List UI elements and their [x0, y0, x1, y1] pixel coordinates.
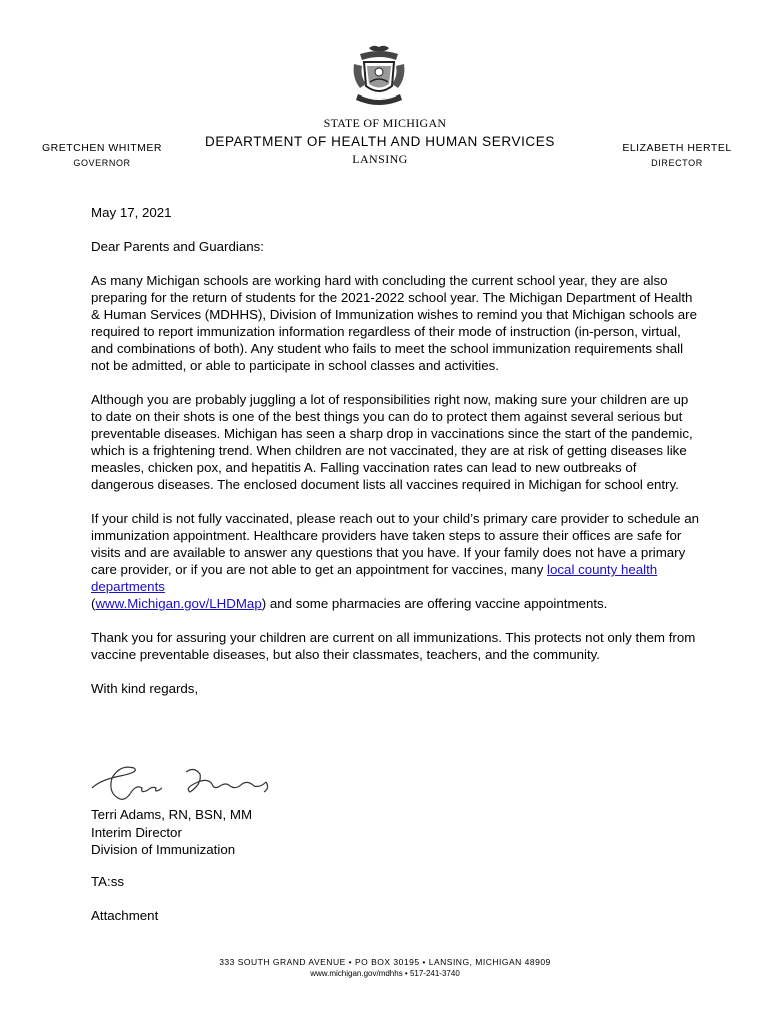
director-name: ELIZABETH HERTEL [622, 142, 732, 154]
handwritten-signature [90, 758, 290, 808]
paragraph-3: If your child is not fully vaccinated, please reach out to your child’s primary care provider to schedule an immunization appointment. Healthcare providers have taken steps to assure their offices are safe for visits and are available to answer any questions that you have. If your family does not have a primary care provider, or if you are not able to get an appointment for vaccines, many local county health departments (www.Michigan.gov/LHDMap) and some pharmacies are offering vaccine appointments. [91, 511, 700, 611]
footer-contact: www.michigan.gov/mdhhs • 517-241-3740 [310, 969, 460, 978]
footer-address: 333 SOUTH GRAND AVENUE • PO BOX 30195 • LANSING, MICHIGAN 48909 [219, 957, 551, 967]
typist-initials: TA:ss [91, 874, 124, 889]
paragraph-3-tail: ) and some pharmacies are offering vaccine appointments. [261, 596, 608, 611]
paragraph-2: Although you are probably juggling a lot of responsibilities right now, making sure your children are up to date on their shots is one of the best things you can do to protect them against several serious but preventable diseases. Michigan has seen a sharp drop in vaccinations since the start of the pandemic, which is a frightening trend. When children are not vaccinated, they are at risk of getting diseases like measles, chicken pox, and hepatitis A. Falling vaccination rates can lead to new outbreaks of dangerous diseases. The enclosed document lists all vaccines required in Michigan for school entry. [91, 392, 693, 492]
michigan-seal-logo [348, 44, 410, 112]
letter-date: May 17, 2021 [91, 205, 172, 220]
paragraph-4: Thank you for assuring your children are current on all immunizations. This protects not only them from vaccine preventable diseases, but also their classmates, teachers, and the community. [91, 630, 696, 662]
governor-block [36, 142, 168, 168]
governor-title: GOVERNOR [73, 158, 131, 168]
signer-name: Terri Adams, RN, BSN, MM [91, 807, 253, 822]
closing: With kind regards, [91, 681, 199, 696]
director-title: DIRECTOR [651, 158, 703, 168]
letter-body [91, 204, 701, 714]
signature-block [91, 806, 252, 859]
governor-name: GRETCHEN WHITMER [42, 142, 162, 154]
city-heading: LANSING [352, 152, 408, 166]
lhdmap-link[interactable]: www.Michigan.gov/LHDMap [95, 596, 262, 611]
salutation: Dear Parents and Guardians: [91, 239, 264, 254]
paragraph-1: As many Michigan schools are working hard with concluding the current school year, they are also preparing for the return of students for the 2021-2022 school year. The Michigan Department of Health & Human Services (MDHHS), Division of Immunization wishes to remind you that Michigan schools are required to report immunization information regardless of their mode of instruction (in-person, virtual, and combinations of both). Any student who fails to meet the school immunization requirements shall not be admitted, or able to participate in school classes and activities. [91, 273, 697, 373]
paragraph-3-text: If your child is not fully vaccinated, please reach out to your child’s primary care provider to schedule an immunization appointment. Healthcare providers have taken steps to assure their offices are safe for visits and are available to answer any questions that you have. If your family does not have a primary care provider, or if you are not able to get an appointment for vaccines, many [91, 511, 700, 577]
local-health-departments-link[interactable]: local county health departments [91, 562, 658, 594]
department-heading: DEPARTMENT OF HEALTH AND HUMAN SERVICES [205, 134, 555, 149]
attachment-note: Attachment [91, 908, 159, 923]
signer-division: Division of Immunization [91, 842, 236, 857]
director-block [614, 142, 740, 168]
signer-title: Interim Director [91, 824, 182, 840]
state-heading: STATE OF MICHIGAN [323, 116, 447, 130]
